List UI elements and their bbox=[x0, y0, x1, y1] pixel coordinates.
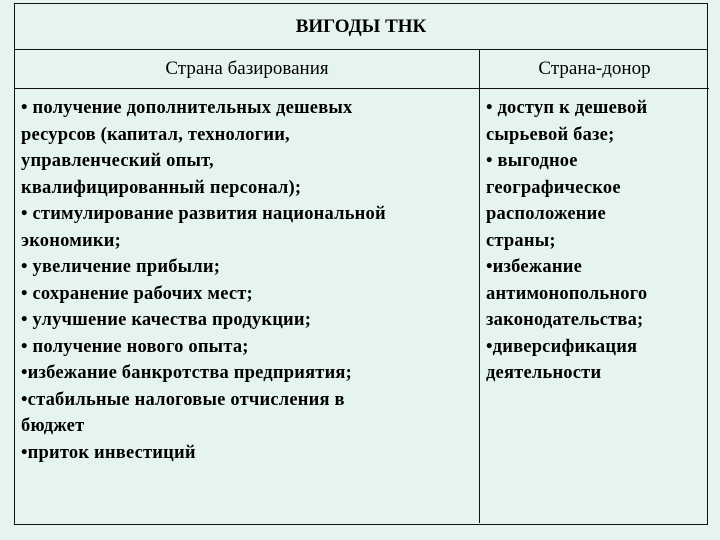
list-item: сырьевой базе; bbox=[486, 124, 615, 145]
list-item: •стабильные налоговые отчисления в bbox=[21, 389, 345, 410]
list-item: •диверсификация bbox=[486, 336, 638, 357]
list-item: квалифицированный персонал); bbox=[21, 177, 302, 198]
column-header-donor-country: Страна-донор bbox=[479, 50, 709, 89]
list-item: •избежание банкротства предприятия; bbox=[21, 363, 353, 383]
benefits-table bbox=[14, 3, 708, 525]
list-item: географическое bbox=[486, 177, 621, 198]
list-item: • доступ к дешевой bbox=[486, 98, 648, 118]
list-item: • получение дополнительных дешевых bbox=[21, 98, 353, 118]
list-item: страны; bbox=[486, 230, 556, 251]
table-title: ВИГОДЫ ТНК bbox=[15, 4, 707, 50]
list-item: •избежание bbox=[486, 257, 582, 277]
list-item: • выгодное bbox=[486, 151, 578, 171]
list-item: управленческий опыт, bbox=[21, 151, 214, 171]
list-item: антимонопольного bbox=[486, 283, 648, 304]
list-item: бюджет bbox=[21, 416, 85, 436]
list-item: ресурсов (капитал, технологии, bbox=[21, 124, 290, 145]
list-item: • увеличение прибыли; bbox=[21, 257, 221, 277]
home-country-benefits-cell bbox=[15, 89, 479, 523]
list-item: экономики; bbox=[21, 230, 121, 251]
list-item: • сохранение рабочих мест; bbox=[21, 283, 253, 304]
list-item: • улучшение качества продукции; bbox=[21, 310, 312, 330]
donor-country-benefits-cell bbox=[479, 89, 709, 523]
list-item: • получение нового опыта; bbox=[21, 336, 249, 357]
list-item: •приток инвестиций bbox=[21, 442, 196, 463]
list-item: расположение bbox=[486, 204, 606, 224]
list-item: законодательства; bbox=[486, 310, 644, 330]
column-header-home-country: Страна базирования bbox=[15, 50, 479, 89]
list-item: • стимулирование развития национальной bbox=[21, 204, 386, 224]
list-item: деятельности bbox=[486, 363, 602, 383]
